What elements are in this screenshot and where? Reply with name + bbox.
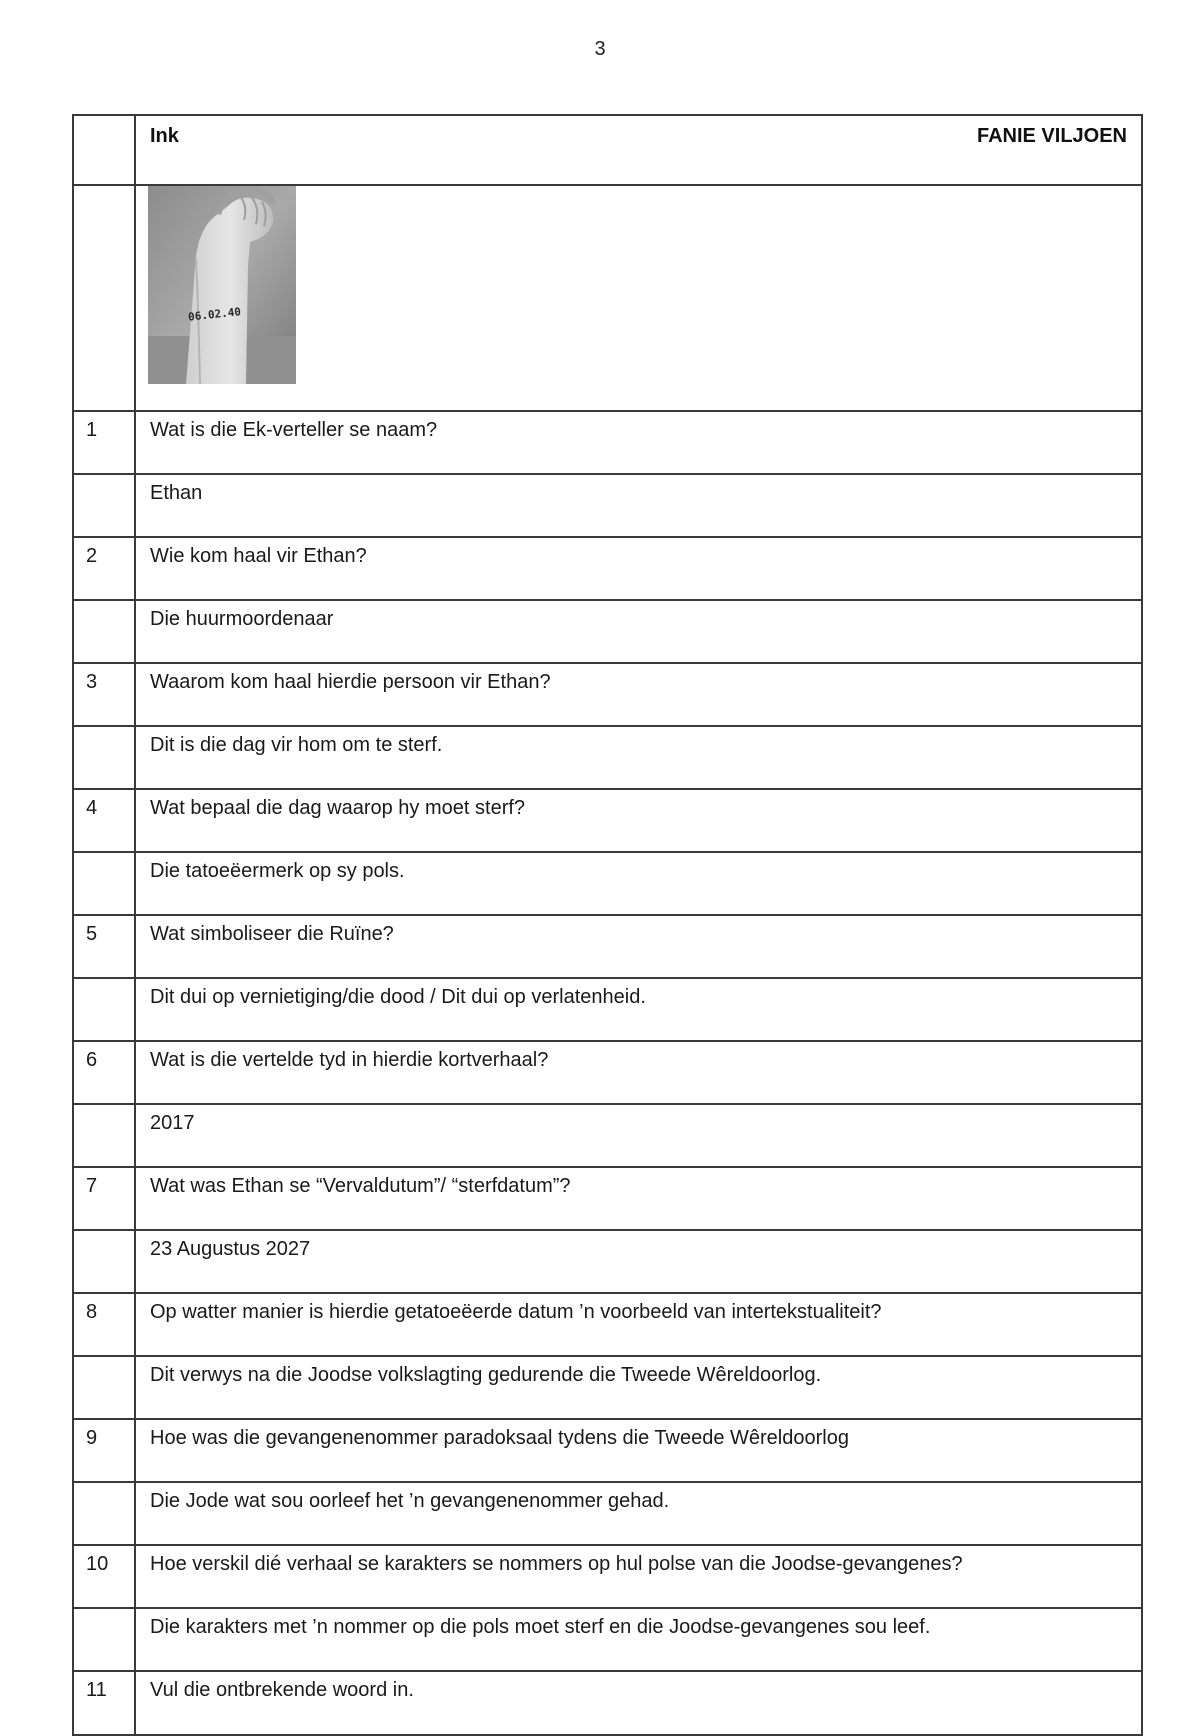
row-number: 11 xyxy=(73,1671,135,1735)
answer-text: 2017 xyxy=(135,1104,1142,1167)
row-number: 1 xyxy=(73,411,135,474)
row-number: 2 xyxy=(73,537,135,600)
question-text: Wat simboliseer die Ruïne? xyxy=(135,915,1142,978)
question-row xyxy=(73,789,1142,852)
tattoo-text: 06.02.40 xyxy=(187,305,242,324)
row-number xyxy=(73,726,135,789)
header-cell xyxy=(135,115,1142,185)
image-row xyxy=(73,185,1142,411)
question-row xyxy=(73,1041,1142,1104)
row-number: 4 xyxy=(73,789,135,852)
question-row xyxy=(73,663,1142,726)
row-number xyxy=(73,1356,135,1419)
answer-row xyxy=(73,1230,1142,1293)
answer-text: Die Jode wat sou oorleef het ’n gevangenenommer gehad. xyxy=(135,1482,1142,1545)
worksheet-table xyxy=(72,114,1143,1736)
question-text: Wat bepaal die dag waarop hy moet sterf? xyxy=(135,789,1142,852)
question-text: Vul die ontbrekende woord in. xyxy=(135,1671,1142,1735)
row-number: 7 xyxy=(73,1167,135,1230)
answer-text: Ethan xyxy=(135,474,1142,537)
row-number xyxy=(73,852,135,915)
question-row xyxy=(73,1293,1142,1356)
question-text: Waarom kom haal hierdie persoon vir Ethan? xyxy=(135,663,1142,726)
row-number xyxy=(73,1608,135,1671)
question-text: Wat was Ethan se “Vervaldutum”/ “sterfdatum”? xyxy=(135,1167,1142,1230)
answer-row xyxy=(73,1356,1142,1419)
answer-row xyxy=(73,1482,1142,1545)
question-text: Hoe verskil dié verhaal se karakters se nommers op hul polse van die Joodse-gevangenes? xyxy=(135,1545,1142,1608)
row-number: 6 xyxy=(73,1041,135,1104)
question-row xyxy=(73,915,1142,978)
story-title: Ink xyxy=(150,125,179,147)
row-number xyxy=(73,978,135,1041)
row-number xyxy=(73,1482,135,1545)
image-num-cell xyxy=(73,185,135,411)
question-text: Hoe was die gevangenenommer paradoksaal tydens die Tweede Wêreldoorlog xyxy=(135,1419,1142,1482)
answer-text: 23 Augustus 2027 xyxy=(135,1230,1142,1293)
question-row xyxy=(73,1419,1142,1482)
answer-row xyxy=(73,978,1142,1041)
answer-text: Dit dui op vernietiging/die dood / Dit dui op verlatenheid. xyxy=(135,978,1142,1041)
answer-row xyxy=(73,1608,1142,1671)
header-row xyxy=(73,115,1142,185)
row-number: 10 xyxy=(73,1545,135,1608)
question-row xyxy=(73,411,1142,474)
answer-text: Die tatoeëermerk op sy pols. xyxy=(135,852,1142,915)
row-number xyxy=(73,1230,135,1293)
row-number: 8 xyxy=(73,1293,135,1356)
image-cell xyxy=(135,185,1142,411)
story-author: FANIE VILJOEN xyxy=(976,125,1127,147)
row-number xyxy=(73,1104,135,1167)
answer-row xyxy=(73,600,1142,663)
answer-row xyxy=(73,474,1142,537)
answer-text: Die karakters met ’n nommer op die pols moet sterf en die Joodse-gevangenes sou leef. xyxy=(135,1608,1142,1671)
row-number: 3 xyxy=(73,663,135,726)
question-text: Wie kom haal vir Ethan? xyxy=(135,537,1142,600)
answer-row xyxy=(73,1104,1142,1167)
row-number xyxy=(73,600,135,663)
question-text: Wat is die vertelde tyd in hierdie kortverhaal? xyxy=(135,1041,1142,1104)
row-number: 5 xyxy=(73,915,135,978)
row-number: 9 xyxy=(73,1419,135,1482)
answer-row xyxy=(73,852,1142,915)
answer-row xyxy=(73,726,1142,789)
wrist-tattoo-photo xyxy=(148,186,296,384)
header-num-cell xyxy=(73,115,135,185)
answer-text: Dit verwys na die Joodse volkslagting gedurende die Tweede Wêreldoorlog. xyxy=(135,1356,1142,1419)
answer-text: Die huurmoordenaar xyxy=(135,600,1142,663)
page-number: 3 xyxy=(594,38,606,60)
answer-text: Dit is die dag vir hom om te sterf. xyxy=(135,726,1142,789)
question-text: Op watter manier is hierdie getatoeëerde datum ’n voorbeeld van intertekstualiteit? xyxy=(135,1293,1142,1356)
question-text: Wat is die Ek-verteller se naam? xyxy=(135,411,1142,474)
row-number xyxy=(73,474,135,537)
question-row xyxy=(73,1167,1142,1230)
question-row xyxy=(73,1545,1142,1608)
question-row xyxy=(73,537,1142,600)
question-row xyxy=(73,1671,1142,1735)
